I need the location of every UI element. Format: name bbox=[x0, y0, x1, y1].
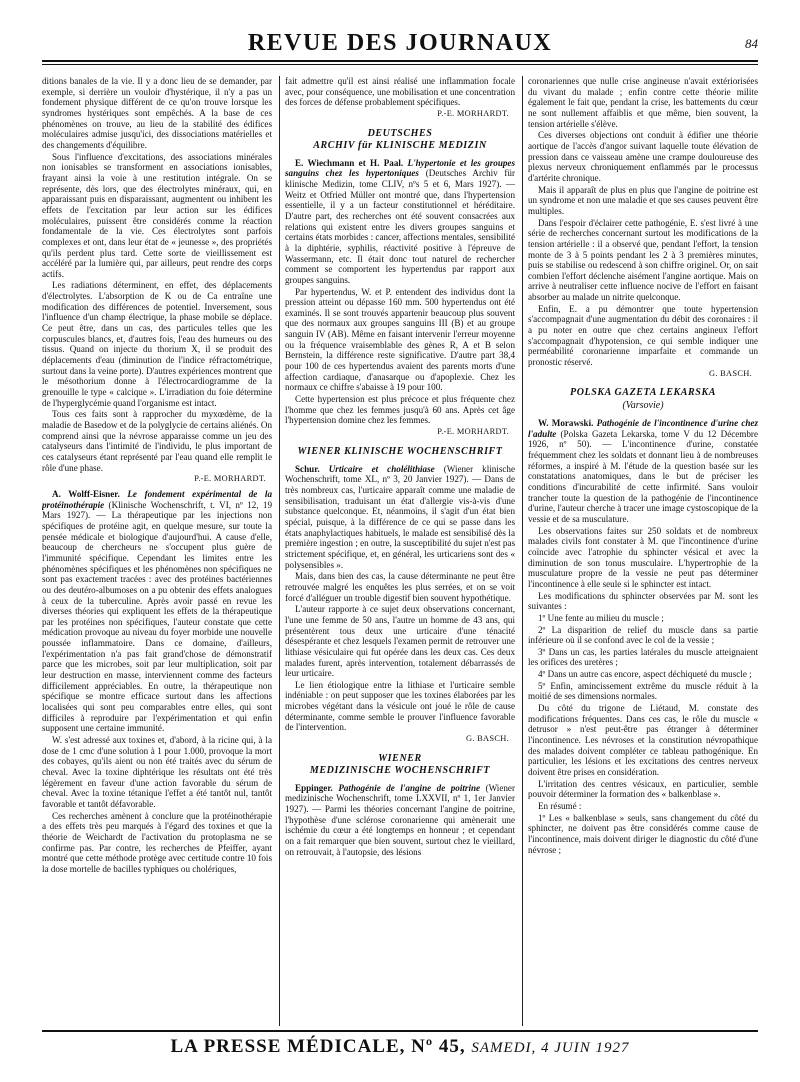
footer-text bbox=[42, 1036, 758, 1058]
column-3 bbox=[528, 76, 758, 1026]
list-item: 2º La disparition de relief du muscle dans sa partie inférieure où il se confond avec le col de la vessie ; bbox=[528, 624, 758, 646]
article-author: E. Wiechmann et H. Paal. bbox=[295, 157, 404, 168]
article-author: Schur. bbox=[295, 463, 320, 474]
column-2 bbox=[285, 76, 515, 1026]
article-title: Pathogénie de l'incontinence d'urine chez l'adulte bbox=[528, 418, 758, 439]
article-body: (Deutsches Archiv für klinische Medizin, tome CLIV, nºs 5 et 6, Mars 1927). — Weitz et Otfried Müller ont montré que, dans l'hypertension essentielle, il y a un facteur constitutionnel et héréditaire. D'autre part, des recherches ont été souvent consacrées aux relations qui existent entre les divers groupes sanguins et certains états morbides : cancer, affections mentales, sensibilité à la diphtérie, syphilis, réactivité positive à l'épreuve de Wassermann, etc. Il était donc tout naturel de rechercher comment se comportent les hypertendus par rapport aux groupes sanguins. bbox=[285, 168, 515, 285]
journal-section-heading: WIENER KLINISCHE WOCHENSCHRIFT bbox=[297, 445, 503, 457]
signature: P.-E. MORHARDT. bbox=[437, 108, 509, 118]
signature: P.-E. MORHARDT. bbox=[437, 427, 509, 437]
signature: G. BASCH. bbox=[466, 734, 509, 744]
footer-date: SAMEDI, 4 JUIN 1927 bbox=[471, 1040, 630, 1056]
text-columns bbox=[42, 76, 758, 1026]
signature: G. BASCH. bbox=[709, 368, 752, 378]
paragraph: Ces diverses objections ont conduit à édifier une théorie aortique de l'accès d'angor suivant laquelle toute élévation de pression dans ce vaisseau amène une crampe douloureuse des plexus nerveux chroniquement enflammés par le processus d'artérite chronique. bbox=[528, 130, 758, 183]
article-author: Eppinger. bbox=[295, 782, 333, 793]
paragraph: Sous l'influence d'excitations, des associations minérales non ionisables se transforment en associations ionisables, frayant ainsi la voie à une restitution intégrale. On se représente, dès lors, que des électrolytes minéraux, qui, en apparaissant puis en disparaissant, augmentent ou inhibent les effets de l'excitation par leur action sur les édifices moléculaires, puissent être considérés comme la réaction fondamentale de la vie. Ces électrolytes sont parfois complexes et ont, dans leur état de « jeunesse », des propriétés qu'ils perdent plus tard. Cette sorte de vieillissement est accéléré par la lumière qui, par ailleurs, peut rendre des corps actifs. bbox=[42, 151, 272, 279]
column-divider bbox=[279, 76, 280, 1026]
paragraph: L'irritation des centres vésicaux, en particulier, semble pouvoir déterminer la formation des « balkenblase ». bbox=[528, 778, 758, 800]
paragraph: L'auteur rapporte à ce sujet deux observations concernant, l'une une femme de 50 ans, l'autre un homme de 43 ans, qui présentèrent tous deux une urticaire d'une ténacité désespérante et chez lesquels l'examen permit de retrouver une lithiase vésiculaire qui fut opérée dans les deux cas. Ces deux malades furent, après intervention, totalement débarrassés de leur urticaire. bbox=[285, 604, 515, 679]
article-entry bbox=[285, 158, 515, 286]
article-entry bbox=[285, 464, 515, 571]
article-body: (Polska Gazeta Lekarska, tome V du 12 Décembre 1926, nº 50). — L'incontinence d'urine, constatée fréquemment chez les soldats et donnant lieu à de nombreuses réformes, a inspiré à M. l'étude de la question basée sur les constatations anatomiques, dans le but de préciser les conditions d'incurabilité de cette infirmité. Sans vouloir trancher toute la question de la pathogénie de l'incontinence d'urine, l'auteur cherche à tracer une image cystoscopique de la vessie et de sa musculature. bbox=[528, 428, 758, 524]
article-entry bbox=[528, 418, 758, 525]
page-number: 84 bbox=[745, 36, 758, 51]
footer-journal: LA PRESSE MÉDICALE, Nº 45, bbox=[170, 1036, 466, 1057]
paragraph: Ces recherches amènent à conclure que la protéinothérapie a des effets très peu marqués à l'égard des toxines et que la théorie de Weichardt de l'activation du protoplasma ne se confirme pas. Par contre, les recherches de Pfeiffer, ayant montré que cette méthode protège avec certitude contre 10 fois la dose mortelle de bacilles typhiques ou cholériques, bbox=[42, 810, 272, 874]
article-body: (Wiener klinische Wochenschrift, tome XL, nº 3, 20 Janvier 1927). — Dans de très nombreux cas, l'urticaire apparaît comme une maladie de sensibilisation, traduisant un état d'allergie vis-à-vis d'une substance quelconque. Et, néanmoins, il s'agit d'un état bien spécial, puisque, à la différence de ce qui se passe dans les états anaphylactiques habituels, le malade est sensibilisé dès la première ingestion ; en outre, la susceptibilité du sujet n'est pas strictement spécifique, et, en général, les urticariens sont des « polysensibles ». bbox=[285, 463, 515, 570]
paragraph: Dans l'espoir d'éclairer cette pathogénie, E. s'est livré à une série de recherches concernant surtout les modifications de la tension artérielle : il a observé que, pendant l'effort, la tension monte de 3 à 5 points pendant les 2 à 3 premières minutes, puis se stabilise ou redescend à son chiffre originel. Or, on sait combien l'effort déclenche aisément l'angine aortique. Mais on arrive à neutraliser cette influence nocive de l'effort en faisant absorber au malade un nitrite quelconque. bbox=[528, 217, 758, 303]
list-item: 1º Une fente au milieu du muscle ; bbox=[538, 612, 664, 623]
article-title: L'hypertonie et les groupes sanguins chez les hypertoniques bbox=[285, 157, 515, 179]
paragraph: Cette hypertension est plus précoce et plus fréquente chez l'homme que chez les femmes jusqu'à 60 ans. Après cet âge l'hypertension domine chez les femmes. bbox=[285, 394, 515, 426]
paragraph: ditions banales de la vie. Il y a donc lieu de se demander, par exemple, si derrière un vouloir d'hystérique, il n'y a pas un fondement physique différent de ce qu'on trouve lorsque les syndromes hystériques sont empêchés. A la base de ces phénomènes on trouve, au lieu de la stabilité des édifices moléculaires admise jusqu'ici, des dissociations matérielles et des changements d'équilibre. bbox=[42, 76, 272, 150]
header-rule bbox=[42, 60, 758, 62]
paragraph: Les observations faites sur 250 soldats et de nombreux malades civils font constater à M. que l'incontinence d'urine coïncide avec l'atrophie du sphincter vésical et avec la diminution de son tonus musculaire. L'hypertrophie de la musculature propre de la vessie ne peut pas déterminer l'incontinence à elle seule si le sphincter est intact. bbox=[528, 525, 758, 589]
signature: P.-E. MORHARDT. bbox=[194, 474, 266, 484]
paragraph: Par hypertendus, W. et P. entendent des individus dont la pression atteint ou dépasse 160 mm. 500 hypertendus ont été examinés. Il se sont trouvés appartenir beaucoup plus souvent que des normaux aux groupes sanguins III (B) et au groupe sanguin IV (AB). Même en faisant intervenir l'erreur moyenne ou la fréquence vraisemblable des gènes R, A et B selon Bernstein, la différence reste significative. D'autre part 38,4 pour 100 de ces hypertendus avaient des parents morts d'une affection cardiaque, d'anasarque ou d'apoplexie. Chez les normaux ce chiffre s'abaisse à 19 pour 100. bbox=[285, 286, 515, 393]
journal-section-subheading: (Varsovie) bbox=[622, 400, 664, 412]
column-divider bbox=[522, 76, 523, 1026]
paragraph: Du côté du trigone de Liétaud, M. constate des modifications fréquentes. Dans ces cas, le rôle du muscle « detrusor » n'est peut-être pas étranger à déterminer l'incontinence. Les névroses et la constitution névropathique des malades doivent compléter ce tableau pathogénique. En particulier, les lésions et les excitations des centres nerveux doivent être prises en considération. bbox=[528, 703, 758, 778]
list-item: 1º Les « balkenblase » seuls, sans changement du côté du sphincter, ne doivent pas être considérés comme cause de l'incontinence, mais doivent diriger le diagnostic du côté d'une névrose ; bbox=[528, 812, 758, 855]
journal-section-heading: DEUTSCHES ARCHIV für KLINISCHE MEDIZIN bbox=[313, 127, 487, 151]
paragraph: Mais, dans bien des cas, la cause déterminante ne peut être retrouvée malgré les enquêtes les plus serrées, et on se voit forcé d'alléguer un trouble digestif bien souvent hypothétique. bbox=[285, 571, 515, 603]
paragraph: coronariennes que nulle crise angineuse n'avait extériorisées du vivant du malade ; enfin contre cette théorie milite également le fait que, pendant la crise, les battements du cœur ne sont nullement affaiblis et que même, bien souvent, la tension artérielle s'élève. bbox=[528, 76, 758, 129]
footer-rule bbox=[42, 1030, 758, 1032]
paragraph: Le lien étiologique entre la lithiase et l'urticaire semble indéniable : on peut supposer que les toxines élaborées par les microbes végétant dans la vésicule ont joué le rôle de cause déterminante, comme semble le prouver l'influence favorable de l'intervention. bbox=[285, 679, 515, 733]
article-entry bbox=[42, 489, 272, 734]
list-item: 5º Enfin, amincissement extrême du muscle réduit à la moitié de ses dimensions normales. bbox=[528, 680, 758, 702]
paragraph: En résumé : bbox=[538, 801, 582, 811]
header-rule-thin bbox=[42, 64, 758, 65]
article-author: A. Wolff-Eisner. bbox=[52, 488, 120, 499]
article-title: Urticaire et cholélithiase bbox=[328, 463, 435, 474]
paragraph: W. s'est adressé aux toxines et, d'abord, à la ricine qui, à la dose de 1 cmc d'une solution à 1 pour 1.000, provoque la mort des cobayes, qu'ils aient ou non été traités avec du sérum de cheval. Avec la toxine diphtérique les résultats ont été très légèrement en faveur d'une action favorable du sérum de cheval. Avec la toxine tétanique l'effet a été tantôt nul, tantôt favorable et tantôt défavorable. bbox=[42, 735, 272, 809]
column-1 bbox=[42, 76, 272, 1026]
article-body: (Wiener medizinische Wochenschrift, tome LXXVII, nº 1, 1er Janvier 1927). — Parmi les théories concernant l'angine de poitrine, l'hypothèse d'une sclérose coronarienne qui amènerait une ischémie du cœur a été longtemps en honneur ; et cependant on a fait remarquer que bien souvent, surtout chez le vieillard, on retrouvait, à l'autopsie, des lésions bbox=[285, 782, 515, 857]
article-entry bbox=[285, 783, 515, 858]
paragraph: Les radiations déterminent, en effet, des déplacements d'électrolytes. L'absorption de K ou de Ca entraîne une modification des différences de potentiel. Inversement, sous l'influence d'un champ électrique, la phase mobile se déplace. Ce peut être, dans un cas, des particules telles que les corpuscules blancs, et, d'autres fois, l'eau des humeurs ou des tissus. Quand on injecte du thorium X, il se produit des déplacements d'eau (diminution de l'indice réfractométrique, surtout dans la veine porte). D'autres expériences montrent que le mésothorium donne à l'électrocardiogramme de la grenouille le type « calcique ». L'irradiation du foie détermine de l'hyperglycémie quand l'organisme est intact. bbox=[42, 280, 272, 408]
journal-section-heading: POLSKA GAZETA LEKARSKA bbox=[569, 387, 717, 399]
article-title: Le fondement expérimental de la protéinothérapie bbox=[42, 488, 272, 510]
section-title: REVUE DES JOURNAUX bbox=[247, 30, 553, 56]
paragraph: Enfin, E. a pu démontrer que toute hypertension s'accompagnait d'une augmentation du débit des coronaires : il a pu noter en outre que chez certains angineux l'effort s'accompagnait d'hypotension, ce qui semble indiquer une perméabilité coronarienne imparfaite et commande un pronostic réservé. bbox=[528, 303, 758, 368]
list-item: 4º Dans un autre cas encore, aspect déchiqueté du muscle ; bbox=[538, 669, 752, 680]
article-author: W. Morawski. bbox=[538, 418, 594, 429]
page-header bbox=[42, 30, 758, 64]
page-footer bbox=[42, 1030, 758, 1066]
journal-section-heading: WIENER MEDIZINISCHE WOCHENSCHRIFT bbox=[309, 752, 491, 776]
list-item: 3º Dans un cas, les parties latérales du muscle atteignaient les orifices des uretères ; bbox=[528, 646, 758, 668]
article-title: Pathogénie de l'angine de poitrine bbox=[338, 782, 481, 793]
article-body: (Klinische Wochenschrift, t. VI, nº 12, 19 Mars 1927). — La thérapeutique par les injections non spécifiques de protéine agit, en quelque mesure, sur toute la pensée médicale et biologique d'aujourd'hui. A cause d'elle, beaucoup de chercheurs ne s'occupent plus guère de l'immunité spécifique. Cependant les limites entre les phénomènes spécifiques et les phénomènes non spécifiques ne sont pas exactement tracées : avec des protéines bactériennes ou des deutéro-albumoses on a pu obtenir des effets analogues à ceux de la tuberculine. Après avoir passé en revue les diverses théories qui expliquent les effets de la thérapeutique par les protéines non spécifiques, l'auteur constate que cette médication provoque au niveau du foyer morbide une nouvelle poussée inflammatoire. Dans ce domaine, d'ailleurs, l'expérimentation n'a pas fait grand'chose de démonstratif parce que les microbes, soit par leur multiplication, soit par leur destruction en masse, interviennent comme des facteurs difficilement appréciables. En outre, la thérapeutique non spécifique se montre efficace surtout dans les affections localisées qui sont peu comparables entre elles, qui sont difficiles à reproduire par l'expérimentation et qui enfin supposent une certaine immunité. bbox=[42, 499, 272, 734]
paragraph: Mais il apparaît de plus en plus que l'angine de poitrine est un syndrome et non une maladie et que ses causes peuvent être multiples. bbox=[528, 184, 758, 216]
paragraph: Les modifications du sphincter observées par M. sont les suivantes : bbox=[528, 590, 758, 612]
paragraph: Tous ces faits sont à rapprocher du myxœdème, de la maladie de Basedow et de la polyglycie de certains aliénés. On comprend ainsi que la névrose apparaisse comme un jeu des catalyseurs dans l'intimité de l'individu, le plus important de ces catalyseurs étant représenté par l'eau quand elle remplit le rôle d'une phase. bbox=[42, 409, 272, 473]
paragraph: fait admettre qu'il est ainsi réalisé une inflammation focale avec, pour conséquence, une mobilisation et une concentration des forces de défense probablement spécifiques. bbox=[285, 76, 515, 108]
